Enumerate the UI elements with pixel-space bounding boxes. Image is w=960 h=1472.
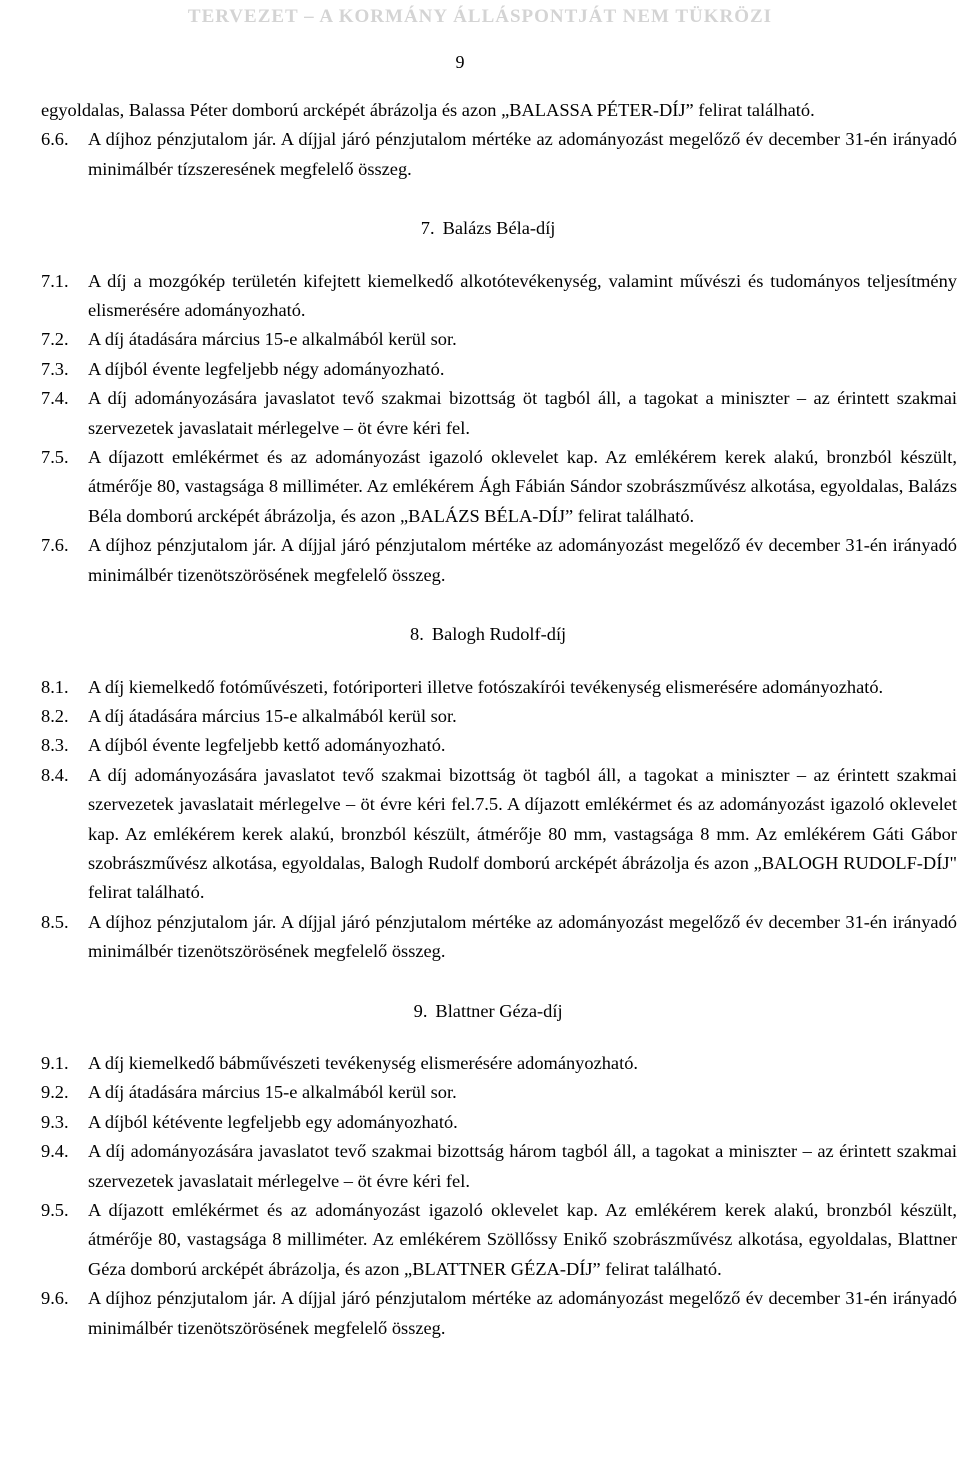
heading-title: Blattner Géza-díj <box>435 1000 563 1021</box>
paragraph-item <box>41 443 957 531</box>
draft-watermark: TERVEZET – A KORMÁNY ÁLLÁSPONTJÁT NEM TÜKRÖZI <box>187 6 773 27</box>
paragraph-text: A díj adományozására javaslatot tevő szakmai bizottság öt tagból áll, a tagokat a miniszter – az érintett szakmai szervezetek javaslatait mérlegelve – öt évre kéri fel.7.5. A díjazott emlékérmet és az adományozást igazoló oklevelet kap. Az emlékérem kerek alakú, bronzból készült, átmérője 80 mm, vastagsága 8 mm. Az emlékérem Gáti Gábor szobrászművész alkotása, egyoldalas, Balogh Rudolf domború arcképét ábrázolja és azon „BALOGH RUDOLF-DÍJ" felirat található. <box>88 764 957 903</box>
heading-title: Balogh Rudolf-díj <box>431 624 567 645</box>
heading-number: 8. <box>410 624 424 645</box>
paragraph-text: egyoldalas, Balassa Péter domború arcképét ábrázolja és azon „BALASSA PÉTER-DÍJ” felirat található. <box>41 100 815 120</box>
paragraph-text: A díj átadására március 15-e alkalmából kerül sor. <box>88 329 457 350</box>
section-s9 <box>41 997 957 1343</box>
paragraph-item <box>41 1078 957 1107</box>
paragraph-item <box>41 355 957 384</box>
paragraph-number: 9.4. <box>41 1141 69 1162</box>
paragraph-number: 7.1. <box>41 270 69 291</box>
paragraph-number: 8.3. <box>41 735 69 756</box>
heading-number: 9. <box>413 1000 428 1021</box>
heading-title: Balázs Béla-díj <box>442 218 556 239</box>
paragraph-item <box>41 702 957 731</box>
section-s6 <box>41 96 957 184</box>
paragraph-number: 6.6. <box>41 129 69 150</box>
paragraph-number: 9.1. <box>41 1052 69 1073</box>
heading-number: 7. <box>420 218 435 239</box>
paragraph-text: A díjból kétévente legfeljebb egy adományozható. <box>88 1111 458 1132</box>
paragraph-number: 9.2. <box>41 1082 69 1103</box>
paragraph-item <box>41 531 957 590</box>
paragraph-number: 8.1. <box>41 676 69 697</box>
section-s7 <box>41 214 957 590</box>
paragraph-text: A díjhoz pénzjutalom jár. A díjjal járó pénzjutalom mértéke az adományozást megelőző év december 31-én irányadó minimálbér tizenötszörösének megfelelő összeg. <box>88 911 957 962</box>
paragraph-text: A díjhoz pénzjutalom jár. A díjjal járó pénzjutalom mértéke az adományozást megelőző év december 31-én irányadó minimálbér tízszeresének megfelelő összeg. <box>88 129 957 179</box>
paragraph-number: 7.3. <box>41 358 69 379</box>
paragraph-number: 7.6. <box>41 535 69 556</box>
paragraph-text: A díjhoz pénzjutalom jár. A díjjal járó pénzjutalom mértéke az adományozást megelőző év december 31-én irányadó minimálbér tizenötszörösének megfelelő összeg. <box>88 1288 957 1338</box>
paragraph-item <box>41 96 957 125</box>
paragraph-text: A díj kiemelkedő bábművészeti tevékenység elismerésére adományozható. <box>88 1052 638 1073</box>
paragraph-number: 9.6. <box>41 1288 69 1309</box>
paragraph-number: 7.2. <box>41 329 69 350</box>
paragraph-number: 9.3. <box>41 1111 69 1132</box>
paragraph-number: 9.5. <box>41 1200 69 1220</box>
paragraph-text: A díj átadására március 15-e alkalmából kerül sor. <box>88 705 457 726</box>
paragraph-item <box>41 673 957 702</box>
paragraph-number: 7.5. <box>41 447 69 468</box>
section-heading <box>41 620 921 649</box>
paragraph-number: 8.5. <box>41 911 69 932</box>
paragraph-text: A díj adományozására javaslatot tevő szakmai bizottság öt tagból áll, a tagokat a miniszter – az érintett szakmai szervezetek javaslatait mérlegelve – öt évre kéri fel. <box>88 388 957 438</box>
paragraph-text: A díjazott emlékérmet és az adományozást igazoló oklevelet kap. Az emlékérem kerek alakú, bronzból készült, átmérője 80, vastagsága 8 milliméter. Az emlékérem Szöllőssy Enikő szobrászművész alkotása, egyoldalas, Blattner Géza domború arcképét ábrázolja, és azon „BLATTNER GÉZA-DÍJ” felirat található. <box>88 1200 957 1279</box>
paragraph-item <box>41 731 957 760</box>
paragraph-text: A díjhoz pénzjutalom jár. A díjjal járó pénzjutalom mértéke az adományozást megelőző év december 31-én irányadó minimálbér tizenötszörösének megfelelő összeg. <box>88 535 957 585</box>
paragraph-text: A díj adományozására javaslatot tevő szakmai bizottság három tagból áll, a tagokat a miniszter – az érintett szakmai szervezetek javaslatait mérlegelve – öt évre kéri fel. <box>88 1141 957 1191</box>
paragraph-item <box>41 125 957 184</box>
paragraph-text: A díjból évente legfeljebb kettő adományozható. <box>88 735 446 756</box>
paragraph-number: 7.4. <box>41 388 69 409</box>
paragraph-item <box>41 384 957 443</box>
paragraph-item <box>41 1108 957 1137</box>
paragraph-number: 8.2. <box>41 705 69 726</box>
paragraph-item <box>41 1049 957 1078</box>
paragraph-number: 8.4. <box>41 764 69 785</box>
document-body <box>41 96 957 1343</box>
page-number: 9 <box>455 52 465 72</box>
paragraph-text: A díjazott emlékérmet és az adományozást igazoló oklevelet kap. Az emlékérem kerek alakú, bronzból készült, átmérője 80, vastagsága 8 milliméter. Az emlékérem Ágh Fábián Sándor szobrászművész alkotása, egyoldalas, Balázs Béla domború arcképét ábrázolja, és azon „BALÁZS BÉLA-DÍJ” felirat található. <box>88 447 957 526</box>
paragraph-item <box>41 1196 957 1284</box>
paragraph-item <box>41 761 957 908</box>
paragraph-text: A díjból évente legfeljebb négy adományozható. <box>88 358 445 379</box>
paragraph-text: A díj átadására március 15-e alkalmából kerül sor. <box>88 1082 457 1103</box>
paragraph-item <box>41 1284 957 1343</box>
section-s8 <box>41 620 957 966</box>
paragraph-item <box>41 908 957 967</box>
section-heading <box>41 214 921 243</box>
paragraph-item <box>41 1137 957 1196</box>
paragraph-item <box>41 325 957 354</box>
section-heading <box>41 997 921 1026</box>
paragraph-item <box>41 267 957 326</box>
paragraph-text: A díj kiemelkedő fotóművészeti, fotóriporteri illetve fotószakírói tevékenység elismerésére adományozható. <box>88 676 884 697</box>
paragraph-text: A díj a mozgókép területén kifejtett kiemelkedő alkotótevékenység, valamint művészi és tudományos teljesítmény elismerésére adományozható. <box>88 270 957 321</box>
